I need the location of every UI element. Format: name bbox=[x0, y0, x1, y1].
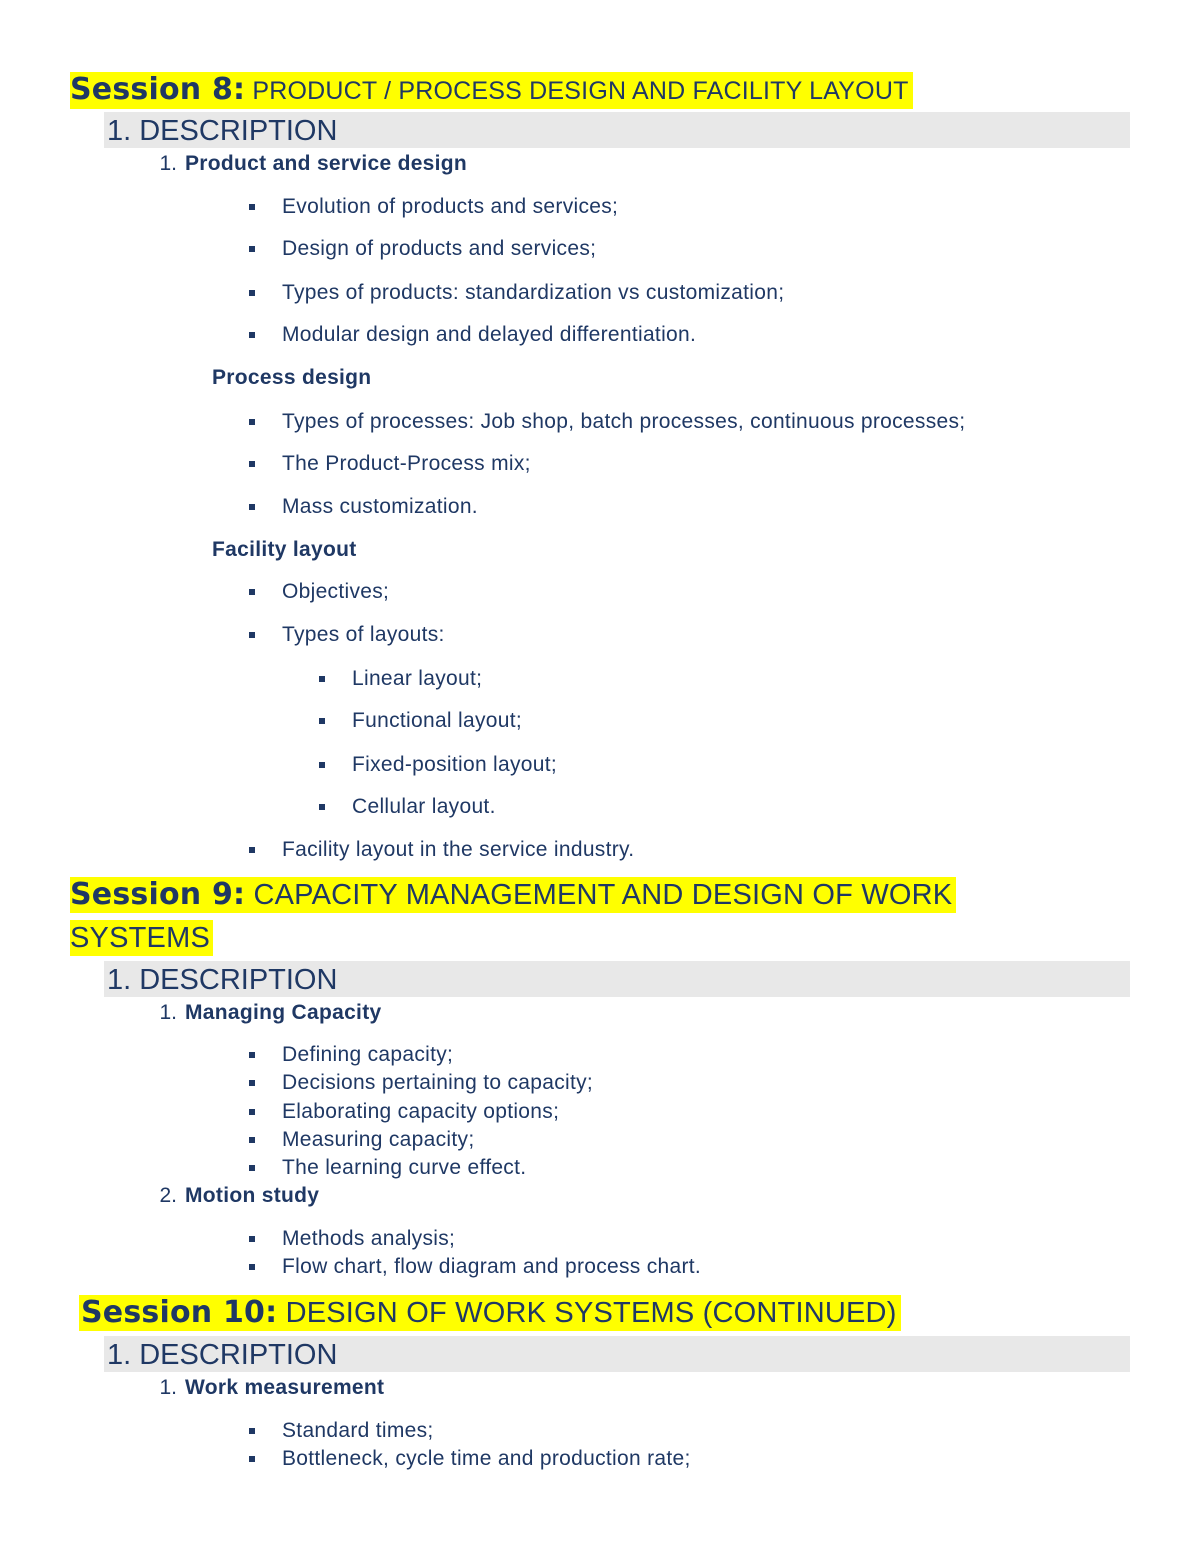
bullet-icon bbox=[249, 1428, 255, 1434]
bullet-icon bbox=[249, 419, 255, 425]
session-9-title: CAPACITY MANAGEMENT AND DESIGN OF WORK bbox=[245, 879, 953, 911]
session-10-description-bar bbox=[104, 1336, 1130, 1372]
bullet-icon bbox=[319, 718, 325, 724]
bullet-icon bbox=[319, 762, 325, 768]
list-item-text: Elaborating capacity options; bbox=[282, 1100, 560, 1123]
list-item-text: Bottleneck, cycle time and production rate; bbox=[282, 1447, 691, 1470]
description-label: 1. DESCRIPTION bbox=[107, 115, 338, 147]
session-10-number: Session 10: bbox=[81, 1295, 278, 1330]
subheading-facility-layout: Facility layout bbox=[212, 538, 357, 561]
description-label: 1. DESCRIPTION bbox=[107, 1339, 338, 1371]
session-9-number: Session 9: bbox=[70, 877, 246, 912]
numbered-item bbox=[143, 152, 467, 176]
session-10-title: DESIGN OF WORK SYSTEMS (CONTINUED) bbox=[277, 1297, 897, 1329]
bullet-icon bbox=[249, 1165, 255, 1171]
list-item-text: Evolution of products and services; bbox=[282, 195, 619, 218]
list-item-text: Flow chart, flow diagram and process chart. bbox=[282, 1255, 702, 1278]
list-item-text: The Product-Process mix; bbox=[282, 452, 531, 475]
bullet-icon bbox=[319, 676, 325, 682]
item-number: 1. bbox=[159, 1376, 177, 1399]
bullet-icon bbox=[249, 332, 255, 338]
item-title: Managing Capacity bbox=[185, 1001, 382, 1024]
list-item-text: Mass customization. bbox=[282, 495, 478, 518]
numbered-item bbox=[143, 1376, 384, 1400]
session-10-heading bbox=[79, 1295, 901, 1331]
list-item-text: Methods analysis; bbox=[282, 1227, 456, 1250]
bullet-icon bbox=[249, 461, 255, 467]
list-item-text: Modular design and delayed differentiation. bbox=[282, 323, 697, 346]
bullet-icon bbox=[249, 847, 255, 853]
session-8-heading bbox=[70, 72, 913, 109]
list-item-text: Linear layout; bbox=[352, 667, 483, 690]
description-label: 1. DESCRIPTION bbox=[107, 964, 338, 996]
item-number: 1. bbox=[159, 152, 177, 175]
list-item-text: Design of products and services; bbox=[282, 237, 597, 260]
bullet-icon bbox=[249, 504, 255, 510]
list-item-text: Facility layout in the service industry. bbox=[282, 838, 635, 861]
bullet-icon bbox=[319, 804, 325, 810]
list-item-text: Types of processes: Job shop, batch processes, continuous processes; bbox=[282, 410, 966, 433]
bullet-icon bbox=[249, 1080, 255, 1086]
session-8-title: PRODUCT / PROCESS DESIGN AND FACILITY LAYOUT bbox=[245, 77, 909, 105]
bullet-icon bbox=[249, 1109, 255, 1115]
list-item-text: Defining capacity; bbox=[282, 1043, 454, 1066]
bullet-icon bbox=[249, 1236, 255, 1242]
numbered-item bbox=[143, 1001, 381, 1025]
bullet-icon bbox=[249, 1264, 255, 1270]
session-9-title-line2: SYSTEMS bbox=[70, 922, 210, 954]
session-8-number: Session 8: bbox=[70, 72, 246, 107]
list-item-text: Measuring capacity; bbox=[282, 1128, 475, 1151]
list-item-text: The learning curve effect. bbox=[282, 1156, 527, 1179]
list-item-text: Objectives; bbox=[282, 580, 390, 603]
item-title: Product and service design bbox=[185, 152, 468, 175]
list-item-text: Decisions pertaining to capacity; bbox=[282, 1071, 594, 1094]
numbered-item bbox=[143, 1184, 319, 1208]
session-8-description-bar bbox=[104, 112, 1130, 148]
session-9-description-bar bbox=[104, 961, 1130, 997]
list-item-text: Types of products: standardization vs customization; bbox=[282, 281, 785, 304]
item-title: Motion study bbox=[185, 1184, 320, 1207]
item-number: 2. bbox=[159, 1184, 177, 1207]
bullet-icon bbox=[249, 589, 255, 595]
item-title: Work measurement bbox=[185, 1376, 385, 1399]
list-item-text: Functional layout; bbox=[352, 709, 522, 732]
bullet-icon bbox=[249, 632, 255, 638]
list-item-text: Types of layouts: bbox=[282, 623, 445, 646]
bullet-icon bbox=[249, 1456, 255, 1462]
bullet-icon bbox=[249, 1052, 255, 1058]
list-item-text: Cellular layout. bbox=[352, 795, 496, 818]
bullet-icon bbox=[249, 204, 255, 210]
bullet-icon bbox=[249, 290, 255, 296]
item-number: 1. bbox=[159, 1001, 177, 1024]
bullet-icon bbox=[249, 1137, 255, 1143]
subheading-process-design: Process design bbox=[212, 366, 372, 389]
bullet-icon bbox=[249, 246, 255, 252]
list-item-text: Fixed-position layout; bbox=[352, 753, 558, 776]
list-item-text: Standard times; bbox=[282, 1419, 434, 1442]
session-9-heading-line2 bbox=[70, 920, 213, 956]
session-9-heading bbox=[70, 877, 956, 913]
